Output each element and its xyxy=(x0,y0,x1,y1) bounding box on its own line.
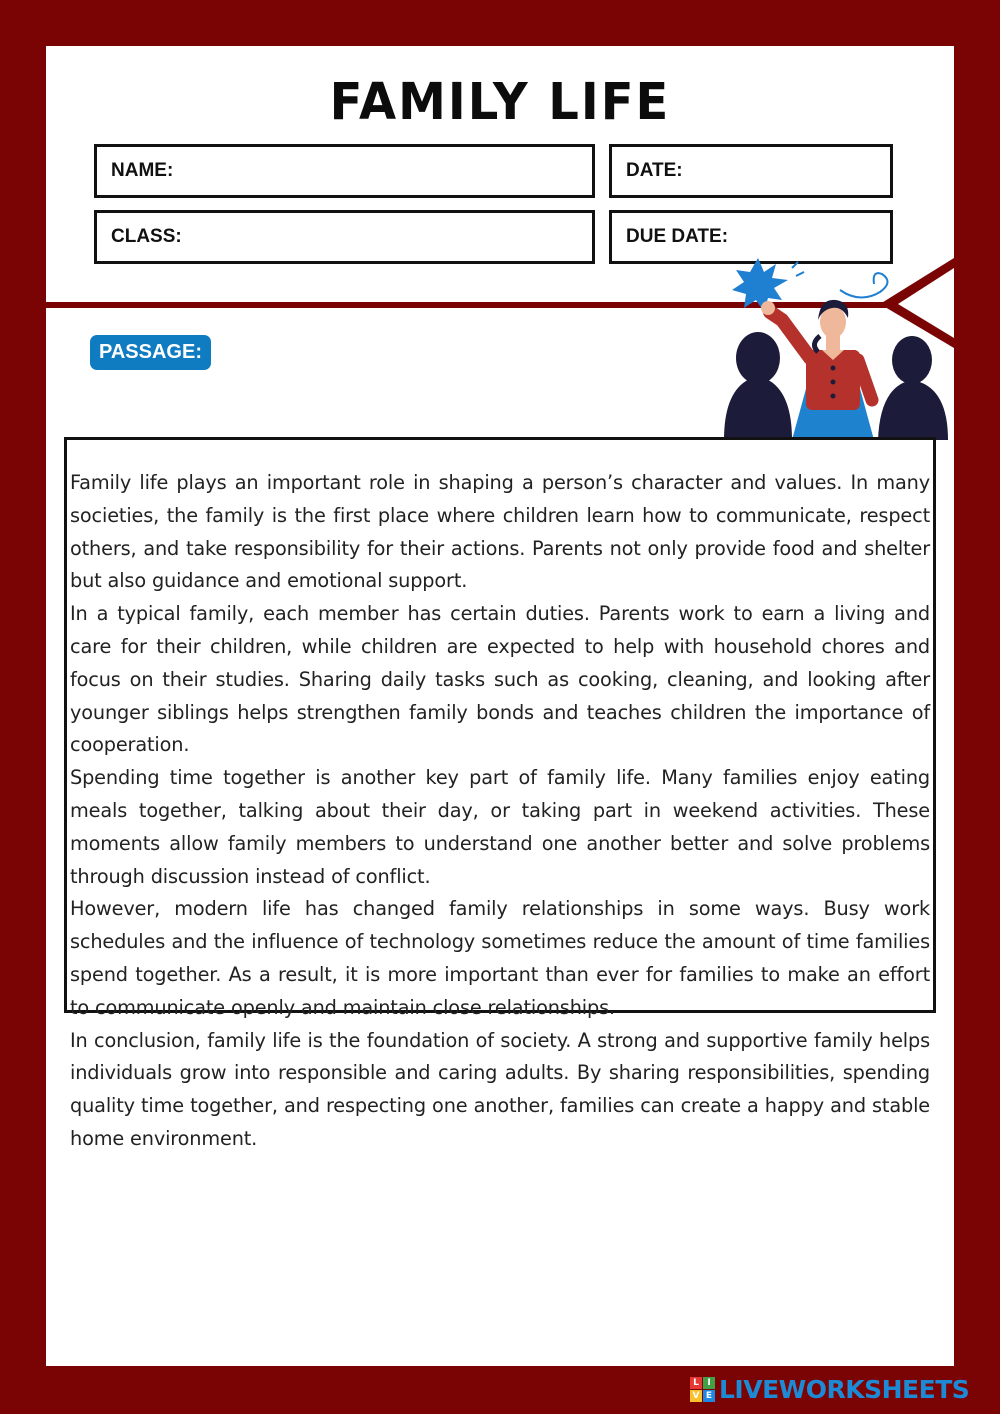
logo-mark-icon: L I V E xyxy=(690,1377,715,1402)
spark-burst-icon xyxy=(732,258,788,312)
due-date-label: DUE DATE: xyxy=(626,226,729,247)
passage-paragraph: In a typical family, each member has certain duties. Parents work to earn a living and care for their children, while children are expected to help with household chores and focus on their studies. Sharing daily tasks such as cooking, cleaning, and looking after younger siblings helps strengthen family bonds and teaches children the importance of cooperation. xyxy=(70,602,930,757)
logo-text: LIVEWORKSHEETS xyxy=(719,1374,970,1404)
worksheet-page xyxy=(46,46,954,1366)
worksheet-title: FAMILY LIFE xyxy=(329,72,671,132)
passage-paragraph: However, modern life has changed family relationships in some ways. Busy work schedules and the influence of technology sometimes reduce the amount of time families spend together. As a result, it is more important than ever for families to make an effort to communicate openly and maintain close relationships. xyxy=(70,897,930,1019)
passage-paragraph: In conclusion, family life is the foundation of society. A strong and supportive family helps individuals grow into responsible and caring adults. By sharing responsibilities, spending quality time together, and respecting one another, families can create a happy and stable home environment. xyxy=(70,1028,930,1150)
class-label: CLASS: xyxy=(111,226,182,247)
liveworksheets-logo xyxy=(690,1374,969,1404)
date-field[interactable] xyxy=(609,144,893,198)
class-field[interactable] xyxy=(94,210,595,264)
passage-box xyxy=(64,437,936,1150)
passage-paragraph: Family life plays an important role in shaping a person’s character and values. In many societies, the family is the first place where children learn how to communicate, respect others, and take responsibility for their actions. Parents not only provide food and shelter but also guidance and emotional support. xyxy=(70,471,930,593)
passage-paragraph: Spending time together is another key part of family life. Many families enjoy eating meals together, talking about their day, or taking part in weekend activities. These moments allow family members to understand one another better and solve problems through discussion instead of conflict. xyxy=(70,766,930,888)
date-label: DATE: xyxy=(626,160,683,181)
passage-badge: PASSAGE: xyxy=(90,335,211,370)
name-field[interactable] xyxy=(94,144,595,198)
name-label: NAME: xyxy=(111,160,174,181)
teacher-illustration xyxy=(722,250,954,440)
